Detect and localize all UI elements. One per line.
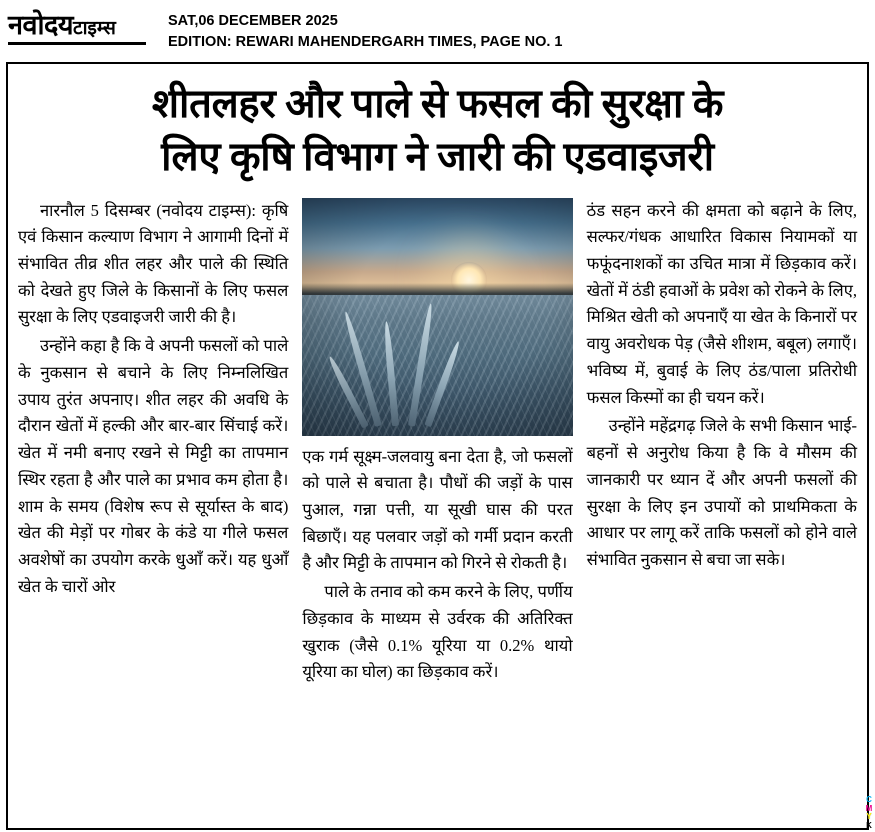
cmyk-k: K (866, 820, 872, 830)
date-line: SAT,06 DECEMBER 2025 (168, 13, 338, 29)
article-photo-frosty-field (302, 198, 572, 436)
paragraph: नारनौल 5 दिसम्बर (नवोदय टाइम्स): कृषि एवं किसान कल्याण विभाग ने आगामी दिनों में संभावित तीव्र शीत लहर और पाले की स्थिति को देखते हुए जिले के किसानों के लिए फसल सुरक्षा के लिए एडवाइजरी जारी की है। (18, 200, 289, 327)
cmyk-registration-marks (863, 796, 875, 830)
paragraph: पाले के तनाव को कम करने के लिए, पर्णीय छिड़काव के माध्यम से उर्वरक की अतिरिक्त खुराक (जैसे 0.1% यूरिया या 0.2% थायो यूरिया का घोल) का छिड़काव करें। (302, 582, 573, 682)
newspaper-logo (8, 8, 150, 45)
paragraph: उन्होंने कहा है कि वे अपनी फसलों को पाले के नुकसान से बचाने के लिए निम्नलिखित उपाय तुरंत अपनाए। शीत लहर की अवधि के दौरान खेतों में हल्की और बार-बार सिंचाई करें। खेत में नमी बनाए रखने से मिट्टी का तापमान स्थिर रहता है और पाले का प्रभाव कम होता है। शाम के समय (विशेष रूप से सूर्यास्त के बाद) खेत की मेड़ों पर गोबर के कंडे या गीले फसल अवशेषों का उपयोग करके धुआँ करें। यह धुआँ खेत के चारों ओर (18, 336, 289, 596)
masthead (0, 0, 875, 58)
logo-main-text: नवोदय (8, 10, 73, 40)
cmyk-c: C (866, 795, 872, 805)
logo-wordmark (8, 12, 150, 39)
paragraph: ठंड सहन करने की क्षमता को बढ़ाने के लिए, सल्फर/गंधक आधारित विकास नियामकों या फफूंदनाशकों का उचित मात्रा में छिड़काव करें। खेतों में ठंडी हवाओं के प्रवेश को रोकने के लिए, मिश्रित खेती को अपनाएँ या खेत के किनारों पर वायु अवरोधक पेड़ (जैसे शीशम, बबूल) लगाएँ। भविष्य में, बुवाई के लिए ठंड/पाला प्रतिरोधी फसल किस्मों का ही चयन करें। (586, 200, 857, 407)
article-columns (18, 194, 857, 688)
article-column-3 (587, 198, 857, 688)
cmyk-y: Y (866, 812, 872, 822)
photo-vignette (302, 198, 572, 436)
paragraph: उन्होंने महेंद्रगढ़ जिले के सभी किसान भाई-बहनों से अनुरोध किया है कि वे मौसम की जानकारी पर ध्यान दें और अपनी फसलों की सुरक्षा के लिए इन उपायों को प्राथमिकता के आधार पर लागू करें ताकि फसलों को होने वाले संभावित नुकसान से बचा जा सके। (586, 416, 857, 569)
article-headline (18, 74, 857, 194)
article-column-1 (18, 198, 288, 688)
edition-block (168, 8, 562, 53)
paragraph: एक गर्म सूक्ष्म-जलवायु बना देता है, जो फसलों को पाले से बचाता है। पौधों की जड़ों के पास पुआल, गन्ना पत्ती, या सूखी घास की परत बिछाएँ। यह पलवार जड़ों को गर्मी प्रदान करती है और मिट्टी के तापमान को गिरने से रोकती है। (302, 446, 573, 573)
cmyk-m: M (865, 803, 873, 813)
headline-line-2: लिए कृषि विभाग ने जारी की एडवाइजरी (161, 133, 714, 179)
article-column-2 (302, 198, 572, 688)
logo-underline (8, 42, 146, 45)
logo-secondary-text: टाइम्स (73, 18, 116, 39)
page-frame (6, 62, 869, 830)
headline-line-1: शीतलहर और पाले से फसल की सुरक्षा के (151, 81, 724, 126)
edition-line: EDITION: REWARI MAHENDERGARH TIMES, PAGE NO. 1 (168, 34, 563, 51)
